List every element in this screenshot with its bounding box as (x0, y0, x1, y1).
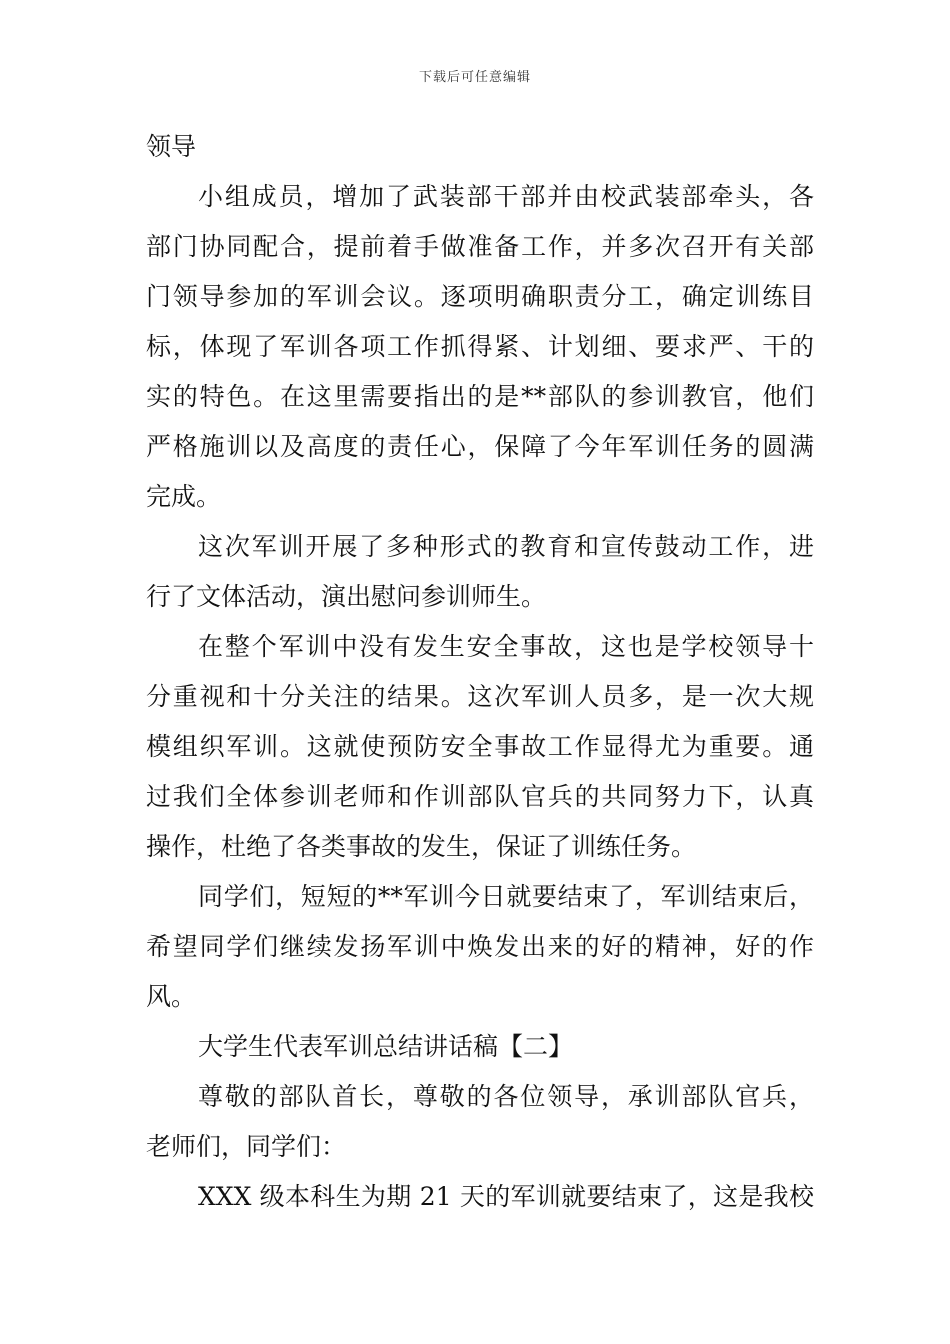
text-line: 在整个军训中没有发生安全事故，这也是学校领导十 (198, 632, 814, 661)
text-line: 领导 (146, 132, 197, 161)
text-line: 大学生代表军训总结讲话稿【二】 (198, 1032, 574, 1061)
text-line: 过我们全体参训老师和作训部队官兵的共同努力下，认真 (146, 782, 814, 811)
text-line: XXX 级本科生为期 21 天的军训就要结束了，这是我校 (198, 1182, 814, 1211)
text-line: 模组织军训。这就使预防安全事故工作显得尤为重要。通 (146, 732, 814, 761)
text-line: 标，体现了军训各项工作抓得紧、计划细、要求严、干的 (146, 332, 814, 361)
text-line: 严格施训以及高度的责任心，保障了今年军训任务的圆满 (146, 432, 814, 461)
text-line: 行了文体活动，演出慰问参训师生。 (146, 582, 547, 611)
text-line: 同学们，短短的**军训今日就要结束了，军训结束后， (198, 882, 814, 911)
text-line: 尊敬的部队首长，尊敬的各位领导，承训部队官兵， (198, 1082, 814, 1111)
text-line: 这次军训开展了多种形式的教育和宣传鼓动工作，进 (198, 532, 814, 561)
text-line: 希望同学们继续发扬军训中焕发出来的好的精神，好的作 (146, 932, 814, 961)
text-line: 老师们，同学们： (146, 1132, 347, 1161)
text-line: 完成。 (146, 482, 222, 511)
text-line: 分重视和十分关注的结果。这次军训人员多，是一次大规 (146, 682, 814, 711)
text-line: 门领导参加的军训会议。逐项明确职责分工，确定训练目 (146, 282, 814, 311)
document-body (146, 122, 814, 1222)
text-line: 操作，杜绝了各类事故的发生，保证了训练任务。 (146, 832, 697, 861)
page-header: 下载后可任意编辑 (418, 70, 531, 85)
text-line: 风。 (146, 982, 197, 1011)
text-line: 小组成员，增加了武装部干部并由校武装部牵头，各 (198, 182, 814, 211)
text-line: 实的特色。在这里需要指出的是**部队的参训教官，他们 (146, 382, 814, 411)
text-line: 部门协同配合，提前着手做准备工作，并多次召开有关部 (146, 232, 814, 261)
